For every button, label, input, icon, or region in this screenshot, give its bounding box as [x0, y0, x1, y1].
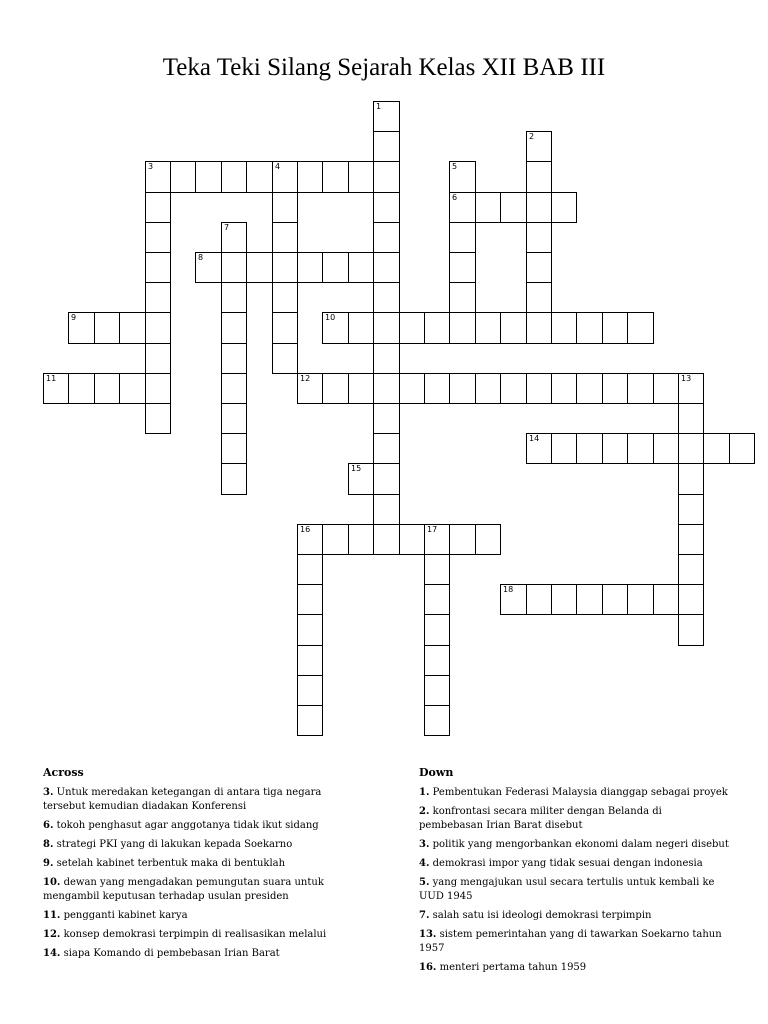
grid-cell[interactable] [678, 584, 704, 615]
across-heading: Across [43, 766, 84, 779]
clue-number: 14. [43, 948, 61, 959]
grid-cell[interactable] [297, 554, 323, 585]
grid-cell[interactable] [348, 252, 374, 283]
grid-cell[interactable] [297, 252, 323, 283]
grid-cell[interactable] [449, 192, 476, 223]
clue-text: sistem pemerintahan yang di tawarkan Soekarno tahun 1957 [419, 929, 722, 954]
down-clues [419, 766, 729, 980]
grid-cell[interactable] [94, 312, 120, 344]
grid-cell[interactable] [145, 312, 171, 344]
grid-cell[interactable] [322, 252, 349, 283]
grid-cell[interactable] [627, 584, 654, 615]
grid-cell[interactable] [424, 373, 450, 404]
grid-cell[interactable] [526, 584, 552, 615]
grid-cell[interactable] [678, 554, 704, 585]
clue-item [419, 909, 729, 923]
grid-cell[interactable] [43, 373, 69, 404]
grid-cell[interactable] [627, 373, 654, 404]
grid-cell[interactable] [576, 373, 603, 404]
grid-cell[interactable] [272, 161, 298, 193]
cell-number: 17 [427, 525, 438, 534]
clue-number: 7. [419, 910, 430, 921]
grid-cell[interactable] [373, 343, 400, 374]
clue-text: pengganti kabinet karya [63, 910, 188, 921]
grid-cell[interactable] [170, 161, 196, 193]
grid-cell[interactable] [500, 312, 527, 344]
grid-cell[interactable] [297, 524, 323, 555]
grid-cell[interactable] [297, 373, 323, 404]
cell-number: 13 [681, 374, 692, 383]
grid-cell[interactable] [68, 312, 95, 344]
grid-cell[interactable] [424, 554, 450, 585]
grid-cell[interactable] [399, 312, 425, 344]
grid-cell[interactable] [322, 373, 349, 404]
grid-cell[interactable] [678, 463, 704, 495]
grid-cell[interactable] [475, 312, 501, 344]
clue-item [43, 947, 343, 961]
grid-cell[interactable] [246, 161, 273, 193]
clue-item [43, 928, 343, 942]
clue-item [43, 909, 343, 923]
grid-cell[interactable] [526, 131, 552, 162]
clue-item [43, 838, 343, 852]
grid-cell[interactable] [297, 161, 323, 193]
clue-number: 13. [419, 929, 437, 940]
grid-cell[interactable] [424, 705, 450, 736]
grid-cell[interactable] [500, 192, 527, 223]
grid-cell[interactable] [373, 252, 400, 283]
clue-text: konsep demokrasi terpimpin di realisasikan melalui [63, 929, 327, 940]
grid-cell[interactable] [373, 312, 400, 344]
grid-cell[interactable] [221, 252, 247, 283]
clue-text: Untuk meredakan ketegangan di antara tiga negara tersebut kemudian diadakan Konferensi [43, 787, 322, 812]
grid-cell[interactable] [678, 433, 704, 464]
grid-cell[interactable] [195, 161, 222, 193]
grid-cell[interactable] [145, 161, 171, 193]
clue-number: 4. [419, 858, 430, 869]
grid-cell[interactable] [576, 312, 603, 344]
grid-cell[interactable] [145, 373, 171, 404]
cell-number: 8 [198, 253, 204, 262]
clue-text: menteri pertama tahun 1959 [439, 962, 587, 973]
clue-text: strategi PKI yang di lakukan kepada Soekarno [56, 839, 293, 850]
clue-item [43, 786, 343, 814]
grid-cell[interactable] [576, 584, 603, 615]
grid-cell[interactable] [449, 373, 476, 404]
grid-cell[interactable] [449, 161, 476, 193]
cell-number: 14 [529, 434, 540, 443]
grid-cell[interactable] [221, 403, 247, 434]
clue-number: 5. [419, 877, 430, 888]
cell-number: 11 [46, 374, 57, 383]
cell-number: 4 [275, 162, 281, 171]
grid-cell[interactable] [145, 282, 171, 313]
grid-cell[interactable] [119, 373, 146, 404]
grid-cell[interactable] [678, 524, 704, 555]
across-clues [43, 766, 343, 966]
grid-cell[interactable] [145, 192, 171, 223]
cell-number: 16 [300, 525, 311, 534]
grid-cell[interactable] [145, 403, 171, 434]
grid-cell[interactable] [373, 524, 400, 555]
clue-number: 8. [43, 839, 54, 850]
grid-cell[interactable] [221, 282, 247, 313]
clue-item [419, 805, 729, 833]
grid-cell[interactable] [653, 433, 679, 464]
clue-text: politik yang mengorbankan ekonomi dalam negeri disebut [432, 839, 729, 850]
grid-cell[interactable] [373, 403, 400, 434]
clue-text: demokrasi impor yang tidak sesuai dengan indonesia [432, 858, 703, 869]
grid-cell[interactable] [221, 312, 247, 344]
grid-cell[interactable] [678, 373, 704, 404]
grid-cell[interactable] [653, 373, 679, 404]
cell-number: 15 [351, 464, 362, 473]
grid-cell[interactable] [348, 463, 374, 495]
grid-cell[interactable] [602, 373, 628, 404]
grid-cell[interactable] [221, 433, 247, 464]
grid-cell[interactable] [424, 614, 450, 646]
grid-cell[interactable] [627, 312, 654, 344]
clue-item [43, 819, 343, 833]
clue-item [43, 857, 343, 871]
grid-cell[interactable] [221, 222, 247, 253]
clue-text: salah satu isi ideologi demokrasi terpimpin [432, 910, 652, 921]
grid-cell[interactable] [322, 312, 349, 344]
grid-cell[interactable] [272, 343, 298, 374]
down-heading: Down [419, 766, 454, 779]
grid-cell[interactable] [500, 584, 527, 615]
clue-number: 10. [43, 877, 61, 888]
grid-cell[interactable] [272, 222, 298, 253]
grid-cell[interactable] [68, 373, 95, 404]
cell-number: 9 [71, 313, 77, 322]
grid-cell[interactable] [348, 373, 374, 404]
grid-cell[interactable] [602, 312, 628, 344]
grid-cell[interactable] [424, 524, 450, 555]
grid-cell[interactable] [551, 433, 577, 464]
grid-cell[interactable] [145, 343, 171, 374]
page-title: Teka Teki Silang Sejarah Kelas XII BAB III [162, 54, 606, 81]
grid-cell[interactable] [500, 373, 527, 404]
grid-cell[interactable] [373, 463, 400, 495]
grid-cell[interactable] [348, 161, 374, 193]
clue-text: tokoh penghasut agar anggotanya tidak ikut sidang [56, 820, 319, 831]
grid-cell[interactable] [119, 312, 146, 344]
grid-cell[interactable] [94, 373, 120, 404]
grid-cell[interactable] [475, 524, 501, 555]
grid-cell[interactable] [348, 312, 374, 344]
grid-cell[interactable] [221, 373, 247, 404]
clue-number: 16. [419, 962, 437, 973]
grid-cell[interactable] [145, 252, 171, 283]
grid-cell[interactable] [475, 373, 501, 404]
clue-number: 12. [43, 929, 61, 940]
cell-number: 5 [452, 162, 458, 171]
clue-text: setelah kabinet terbentuk maka di bentuklah [56, 858, 286, 869]
clue-text: yang mengajukan usul secara tertulis untuk kembali ke UUD 1945 [419, 877, 715, 902]
grid-cell[interactable] [449, 252, 476, 283]
grid-cell[interactable] [678, 614, 704, 646]
grid-cell[interactable] [551, 192, 577, 223]
clue-item [419, 928, 729, 956]
clue-number: 1. [419, 787, 430, 798]
grid-cell[interactable] [526, 282, 552, 313]
grid-cell[interactable] [272, 192, 298, 223]
grid-cell[interactable] [424, 312, 450, 344]
grid-cell[interactable] [373, 494, 400, 525]
grid-cell[interactable] [399, 524, 425, 555]
grid-cell[interactable] [526, 312, 552, 344]
grid-cell[interactable] [729, 433, 755, 464]
grid-cell[interactable] [373, 192, 400, 223]
clue-item [419, 961, 729, 975]
grid-cell[interactable] [526, 222, 552, 253]
grid-cell[interactable] [424, 584, 450, 615]
grid-cell[interactable] [373, 161, 400, 193]
grid-cell[interactable] [576, 433, 603, 464]
clue-number: 2. [419, 806, 430, 817]
grid-cell[interactable] [424, 645, 450, 676]
grid-cell[interactable] [297, 584, 323, 615]
grid-cell[interactable] [653, 584, 679, 615]
grid-cell[interactable] [297, 705, 323, 736]
clue-item [43, 876, 343, 904]
grid-cell[interactable] [348, 524, 374, 555]
grid-cell[interactable] [424, 675, 450, 706]
grid-cell[interactable] [475, 192, 501, 223]
cell-number: 12 [300, 374, 311, 383]
clue-number: 3. [43, 787, 54, 798]
grid-cell[interactable] [449, 524, 476, 555]
grid-cell[interactable] [221, 463, 247, 495]
grid-cell[interactable] [399, 373, 425, 404]
cell-number: 10 [325, 313, 336, 322]
grid-cell[interactable] [322, 161, 349, 193]
grid-cell[interactable] [145, 222, 171, 253]
grid-cell[interactable] [373, 222, 400, 253]
grid-cell[interactable] [449, 282, 476, 313]
clue-number: 9. [43, 858, 54, 869]
grid-cell[interactable] [551, 584, 577, 615]
grid-cell[interactable] [602, 433, 628, 464]
clue-item [419, 876, 729, 904]
grid-cell[interactable] [272, 252, 298, 283]
clue-text: Pembentukan Federasi Malaysia dianggap sebagai proyek [432, 787, 728, 798]
grid-cell[interactable] [551, 373, 577, 404]
grid-cell[interactable] [373, 433, 400, 464]
grid-cell[interactable] [297, 645, 323, 676]
grid-cell[interactable] [551, 312, 577, 344]
clue-number: 3. [419, 839, 430, 850]
grid-cell[interactable] [195, 252, 222, 283]
grid-cell[interactable] [373, 282, 400, 313]
clue-item [419, 857, 729, 871]
grid-cell[interactable] [526, 373, 552, 404]
grid-cell[interactable] [627, 433, 654, 464]
cell-number: 1 [376, 102, 382, 111]
grid-cell[interactable] [526, 252, 552, 283]
grid-cell[interactable] [526, 433, 552, 464]
grid-cell[interactable] [678, 494, 704, 525]
grid-cell[interactable] [246, 252, 273, 283]
cell-number: 18 [503, 585, 514, 594]
clue-text: konfrontasi secara militer dengan Belanda di pembebasan Irian Barat disebut [419, 806, 662, 831]
grid-cell[interactable] [449, 312, 476, 344]
clue-item [419, 838, 729, 852]
grid-cell[interactable] [678, 403, 704, 434]
grid-cell[interactable] [272, 312, 298, 344]
cell-number: 7 [224, 223, 230, 232]
clue-text: siapa Komando di pembebasan Irian Barat [63, 948, 280, 959]
grid-cell[interactable] [221, 343, 247, 374]
clue-number: 11. [43, 910, 61, 921]
grid-cell[interactable] [526, 161, 552, 193]
clue-number: 6. [43, 820, 54, 831]
clue-item [419, 786, 729, 800]
grid-cell[interactable] [297, 614, 323, 646]
grid-cell[interactable] [373, 101, 400, 132]
grid-cell[interactable] [703, 433, 730, 464]
clue-text: dewan yang mengadakan pemungutan suara untuk mengambil keputusan terhadap usulan presiden [43, 877, 324, 902]
grid-cell[interactable] [322, 524, 349, 555]
grid-cell[interactable] [221, 161, 247, 193]
cell-number: 3 [148, 162, 154, 171]
grid-cell[interactable] [373, 131, 400, 162]
grid-cell[interactable] [602, 584, 628, 615]
grid-cell[interactable] [297, 675, 323, 706]
grid-cell[interactable] [272, 282, 298, 313]
grid-cell[interactable] [373, 373, 400, 404]
grid-cell[interactable] [526, 192, 552, 223]
grid-cell[interactable] [449, 222, 476, 253]
cell-number: 2 [529, 132, 535, 141]
cell-number: 6 [452, 193, 458, 202]
